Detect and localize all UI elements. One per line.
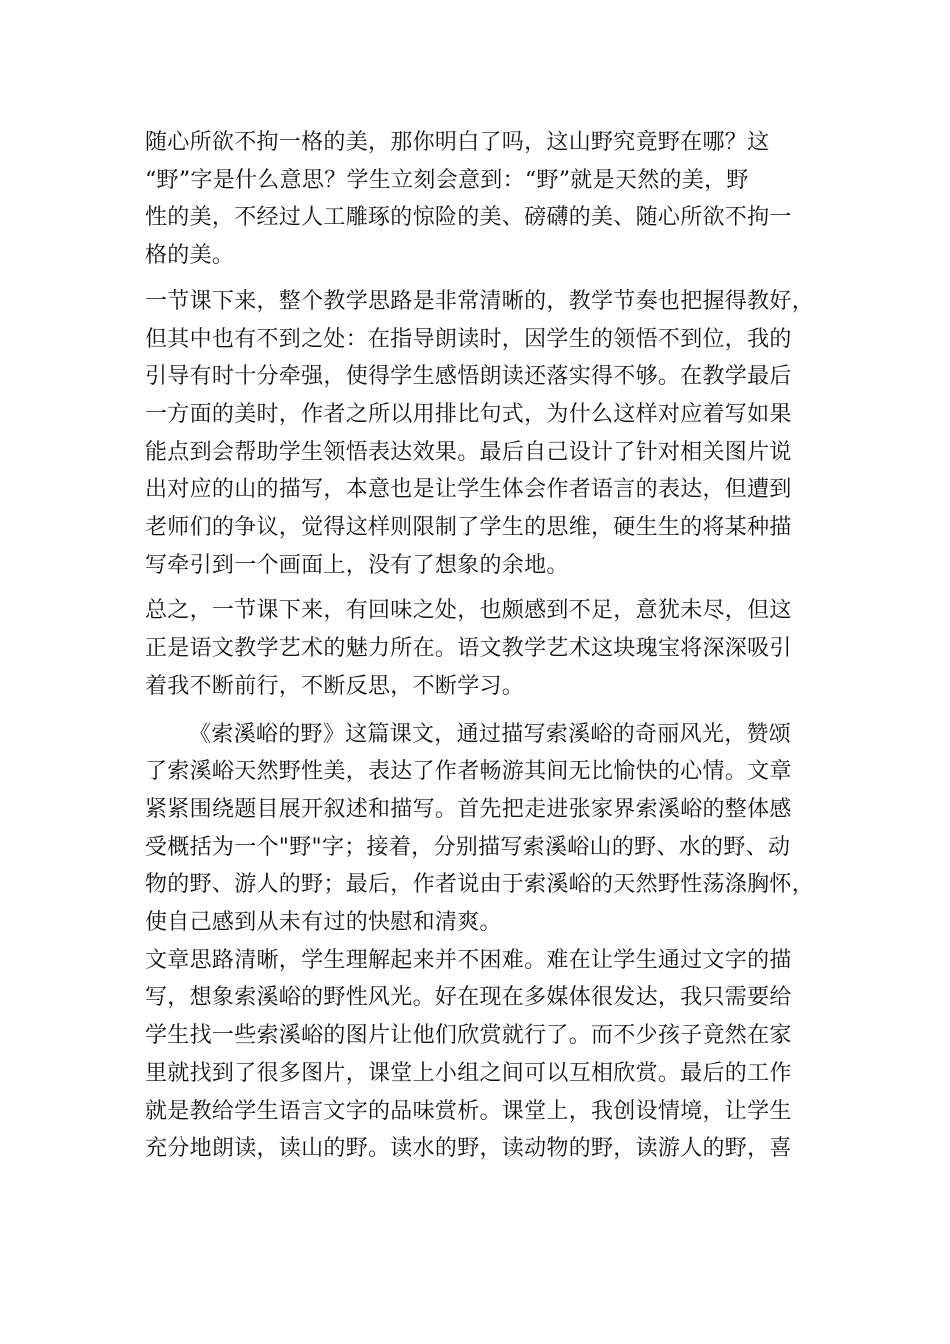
text-line: 一节课下来，整个教学思路是非常清晰的，教学节奏也把握得教好， (145, 288, 815, 314)
text-line: 就是教给学生语言文字的品味赏析。课堂上，我创设情境，让学生 (145, 1098, 792, 1124)
paragraph-3 (145, 592, 805, 705)
text-line: 物的野、游人的野；最后，作者说由于索溪峪的天然野性荡涤胸怀， (145, 872, 815, 898)
document-page (145, 124, 815, 1168)
text-line: 但其中也有不到之处：在指导朗读时，因学生的领悟不到位，我的 (145, 326, 792, 352)
text-line: 学生找一些索溪峪的图片让他们欣赏就行了。而不少孩子竟然在家 (145, 1023, 792, 1049)
text-line: “野”字是什么意思？学生立刻会意到：“野”就是天然的美，野 (145, 167, 749, 193)
paragraph-4 (145, 716, 815, 942)
paragraph-spacer (145, 275, 805, 283)
text-line: 老师们的争议，觉得这样则限制了学生的思维，硬生生的将某种描 (145, 515, 792, 541)
text-line: 受概括为一个"野"字；接着，分别描写索溪峪山的野、水的野、动 (145, 834, 791, 860)
text-line: 《索溪峪的野》这篇课文，通过描写索溪峪的奇丽风光，赞颂 (189, 721, 792, 747)
text-line: 出对应的山的描写，本意也是让学生体会作者语言的表达，但遭到 (145, 477, 792, 503)
paragraph-1 (145, 124, 805, 275)
text-line: 随心所欲不拘一格的美，那你明白了吗，这山野究竟野在哪？这 (145, 130, 770, 155)
text-line: 总之，一节课下来，有回味之处，也颇感到不足，意犹未尽，但这 (145, 598, 792, 624)
text-line: 着我不断前行，不断反思，不断学习。 (145, 673, 525, 699)
text-line: 了索溪峪天然野性美，表达了作者畅游其间无比愉快的心情。文章 (145, 759, 792, 785)
text-line: 写牵引到一个画面上，没有了想象的余地。 (145, 552, 569, 578)
paragraph-2 (145, 283, 815, 585)
text-line: 一方面的美时，作者之所以用排比句式，为什么这样对应着写如果 (145, 401, 792, 427)
text-line: 充分地朗读，读山的野。读水的野，读动物的野，读游人的野，喜 (145, 1136, 792, 1162)
paragraph-spacer (145, 584, 805, 592)
text-line: 引导有时十分牵强，使得学生感悟朗读还落实得不够。在教学最后 (145, 364, 792, 390)
text-line: 里就找到了很多图片，课堂上小组之间可以互相欣赏。最后的工作 (145, 1060, 792, 1086)
text-line: 正是语文教学艺术的魅力所在。语文教学艺术这块瑰宝将深深吸引 (145, 636, 792, 662)
text-line: 写，想象索溪峪的野性风光。好在现在多媒体很发达，我只需要给 (145, 985, 792, 1011)
paragraph-spacer (145, 706, 805, 716)
paragraph-5 (145, 942, 805, 1168)
text-line: 格的美。 (145, 243, 235, 269)
text-line: 文章思路清晰，学生理解起来并不困难。难在让学生通过文字的描 (145, 947, 792, 973)
text-line: 能点到会帮助学生领悟表达效果。最后自己设计了针对相关图片说 (145, 439, 792, 465)
text-line: 使自己感到从未有过的快慰和清爽。 (145, 910, 502, 936)
text-line: 紧紧围绕题目展开叙述和描写。首先把走进张家界索溪峪的整体感 (145, 796, 792, 822)
text-line: 性的美，不经过人工雕琢的惊险的美、磅礴的美、随心所欲不拘一 (145, 205, 792, 231)
